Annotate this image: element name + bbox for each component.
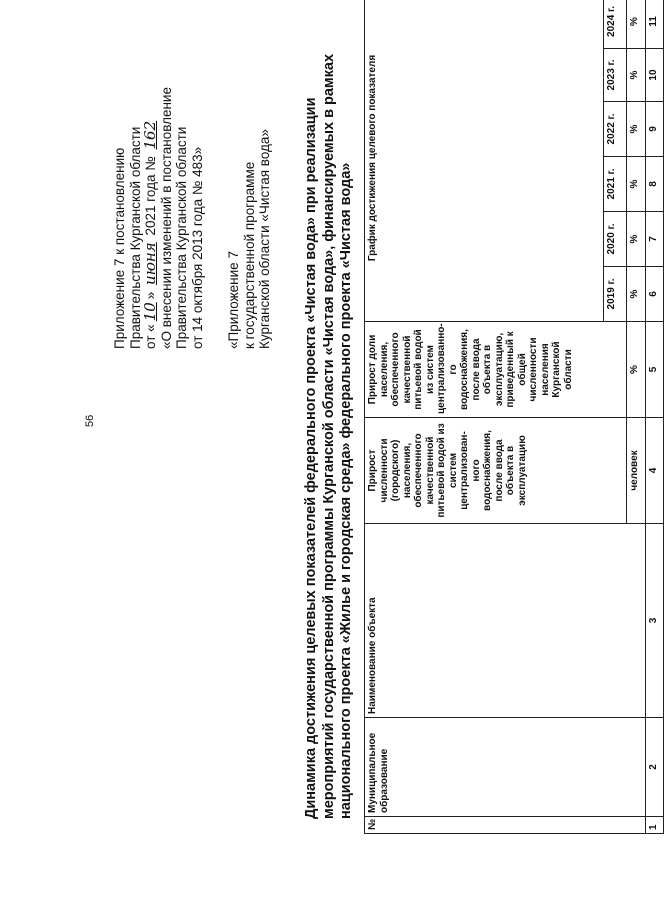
title-line-2: мероприятий государственной программы Курганской области «Чистая вода», финансируемых в рамках <box>320 53 337 819</box>
year-2021: 2021 г. <box>604 157 627 212</box>
unit-share: % <box>627 322 646 418</box>
approval-year: 2021 года № <box>143 156 158 236</box>
approval-block <box>112 19 205 349</box>
col-number-11: 11 <box>646 0 664 49</box>
col-number-8: 8 <box>646 157 664 212</box>
unit-2024: % <box>627 0 646 49</box>
col-number-9: 9 <box>646 102 664 157</box>
approval-line-5: Правительства Курганской области <box>174 126 189 349</box>
col-number-3: 3 <box>646 524 664 718</box>
appendix-line-3: Курганской области «Чистая вода» <box>257 129 272 349</box>
approval-date-mid: » <box>143 291 158 300</box>
col-number-5: 5 <box>646 322 664 418</box>
header-municipality: Муниципальное образование <box>365 718 646 817</box>
appendix-block <box>226 19 273 349</box>
appendix-line-2: к государственной программе <box>241 161 257 349</box>
approval-date-prefix: от « <box>143 324 158 349</box>
year-2022: 2022 г. <box>604 102 627 157</box>
approval-day-handwritten: 10 <box>141 302 159 322</box>
approval-line-2: Правительства Курганской области <box>127 126 143 349</box>
document-title <box>303 0 356 819</box>
unit-2022: % <box>627 102 646 157</box>
page-number: 56 <box>84 414 96 427</box>
header-num: № <box>365 817 646 834</box>
header-share: Прирост доли населения, обеспеченного качественной питьевой водой из систем централизованно-го водоснабжения, после ввода объекта в эксплуатацию, приведенный к общей численности населения Курганской области <box>365 322 627 418</box>
col-number-1: 1 <box>646 817 664 834</box>
unit-2021: % <box>627 157 646 212</box>
col-number-7: 7 <box>646 212 664 267</box>
approval-line-1: Приложение 7 к постановлению <box>112 147 127 349</box>
approval-month-handwritten: июня <box>141 242 159 285</box>
approval-line-4: «О внесении изменений в постановление <box>158 87 174 349</box>
col-number-10: 10 <box>646 49 664 102</box>
title-line-1: Динамика достижения целевых показателей федерального проекта «Чистая вода» при реализации <box>303 97 319 819</box>
header-object: Наименование объекта <box>365 524 646 718</box>
col-number-2: 2 <box>646 718 664 817</box>
header-growth: Прирост численности (городского) населения, обеспеченного качественной питьевой водой из систем централизован-ного водоснабжения, после ввода объекта в эксплуатацию <box>365 418 627 524</box>
year-2023: 2023 г. <box>604 49 627 102</box>
unit-2023: % <box>627 49 646 102</box>
indicators-table <box>364 0 664 834</box>
col-number-4: 4 <box>646 418 664 524</box>
unit-2019: % <box>627 267 646 322</box>
year-2020: 2020 г. <box>604 212 627 267</box>
year-2024: 2024 г. <box>604 0 627 49</box>
header-schedule: График достижения целевого показателя <box>365 0 604 322</box>
approval-line-3 <box>143 19 159 349</box>
col-number-6: 6 <box>646 267 664 322</box>
table-column-numbers-row <box>646 0 664 834</box>
title-line-3: национального проекта «Жилье и городская среда» федерального проекта «Чистая вода» <box>338 162 354 819</box>
unit-growth: человек <box>627 418 646 524</box>
approval-line-6: от 14 октября 2013 года № 483» <box>189 146 205 349</box>
appendix-line-1: «Приложение 7 <box>226 251 241 349</box>
year-2019: 2019 г. <box>604 267 627 322</box>
approval-number-handwritten: 162 <box>141 120 159 150</box>
table-header-row <box>365 0 604 834</box>
unit-2020: % <box>627 212 646 267</box>
